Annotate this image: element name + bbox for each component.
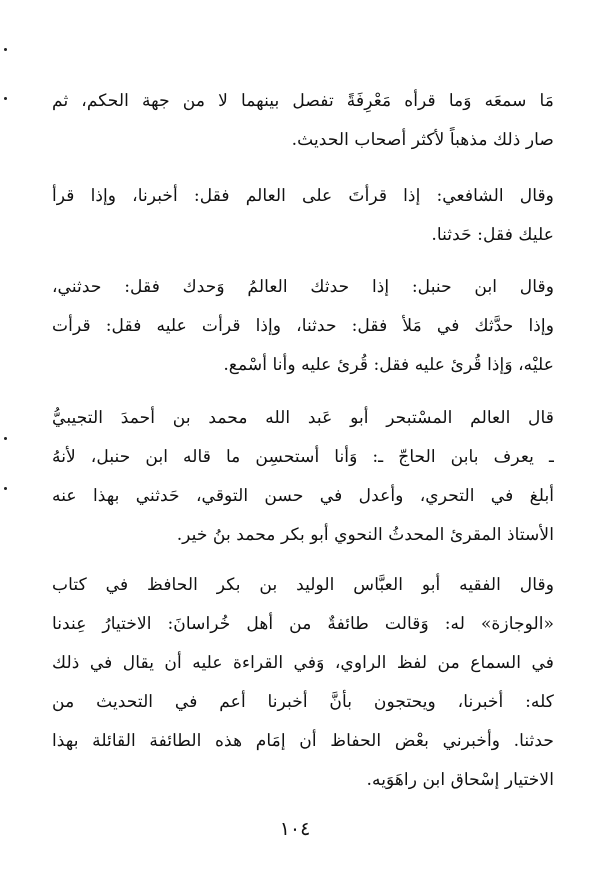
text-line: الاختيار إسْحاق ابن راهَوَيه.	[366, 770, 554, 790]
margin-dot	[4, 48, 7, 51]
text-line: ـ يعرف بابن الحاجّ ـ: وَأنا أستحسِن ما قاله ابن حنبل، لأنهُ	[52, 447, 554, 467]
paragraph-5	[52, 566, 554, 800]
text-line: صار ذلك مذهباً لأكثر أصحاب الحديث.	[291, 130, 554, 150]
text-line: مَا سمعَه وَما قرأه مَعْرِفَةً تفصل بينهما لا من جهة الحكم، ثم	[52, 91, 554, 111]
text-line: قال العالم المسْتبحر أبو عَبد الله محمد بن أحمدَ التجيبيُّ	[52, 408, 554, 428]
margin-dot	[4, 437, 7, 440]
page-number: ١٠٤	[279, 818, 311, 840]
text-line: وقال الفقيه أبو العبَّاس الوليد بن بكر الحافظ في كتاب	[52, 575, 554, 595]
text-line: وقال الشافعي: إذا قرأتَ على العالم فقل: أخبرنا، وإذا قرأ	[52, 186, 554, 206]
margin-dot	[4, 487, 7, 490]
text-line: كله: أخبرنا، ويحتجون بأنَّ أخبرنا أعم في التحديث من	[52, 692, 554, 712]
text-line: عليْه، وَإذا قُرئ عليه فقل: قُرئ عليه وأنا أسْمع.	[223, 355, 554, 375]
text-line: أبلغ في التحري، وأعدل في حسن التوقي، حَدثني بهذا عنه	[52, 486, 554, 506]
margin-dot	[4, 97, 7, 100]
text-line: «الوجازة» له: وَقالت طائفةٌ من أهل خُراسانَ: الاختيارُ عِندنا	[52, 614, 554, 634]
paragraph-3	[52, 268, 554, 385]
paragraph-4	[52, 399, 554, 555]
text-line: عليك فقل: حَدثنا.	[431, 225, 554, 245]
text-line: حدثنا. وأخبرني بعْض الحفاظ أن إمَام هذه الطائفة القائلة بهذا	[52, 731, 554, 751]
text-line: في السماع من لفظ الراوي، وَفي القراءة عليه أن يقال في ذلك	[52, 653, 554, 673]
text-line: وقال ابن حنبل: إذا حدثك العالمُ وَحدك فقل: حدثني،	[52, 277, 554, 297]
paragraph-2	[52, 177, 554, 255]
text-line: وإذا حدَّثك في مَلأ فقل: حدثنا، وإذا قرأت عليه فقل: قرأت	[52, 316, 554, 336]
paragraph-1	[52, 82, 554, 160]
text-line: الأستاذ المقرئ المحدثُ النحوي أبو بكر محمد بنُ خير.	[176, 525, 554, 545]
